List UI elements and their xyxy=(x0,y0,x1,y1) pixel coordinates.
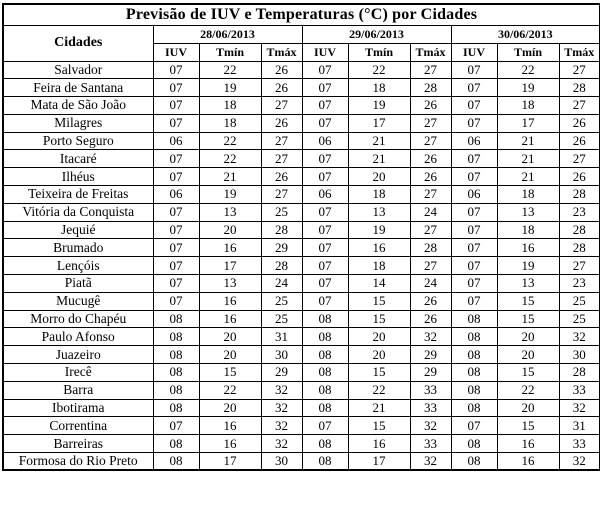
value-cell: 31 xyxy=(559,417,600,435)
value-cell: 07 xyxy=(451,275,497,293)
value-cell: 26 xyxy=(261,168,302,186)
value-cell: 08 xyxy=(153,328,199,346)
value-cell: 26 xyxy=(410,168,451,186)
value-cell: 08 xyxy=(302,381,348,399)
table-row xyxy=(3,275,600,293)
value-cell: 21 xyxy=(348,150,410,168)
value-cell: 33 xyxy=(559,435,600,453)
date-header-1: 28/06/2013 xyxy=(153,25,302,43)
iuv-header-3: IUV xyxy=(451,43,497,61)
value-cell: 08 xyxy=(153,453,199,471)
value-cell: 18 xyxy=(348,186,410,204)
value-cell: 07 xyxy=(302,257,348,275)
date-header-row xyxy=(3,25,600,43)
value-cell: 24 xyxy=(410,275,451,293)
value-cell: 20 xyxy=(497,346,559,364)
value-cell: 07 xyxy=(302,79,348,97)
value-cell: 15 xyxy=(348,310,410,328)
value-cell: 08 xyxy=(302,346,348,364)
value-cell: 08 xyxy=(451,346,497,364)
value-cell: 07 xyxy=(153,239,199,257)
value-cell: 21 xyxy=(497,132,559,150)
iuv-header-1: IUV xyxy=(153,43,199,61)
value-cell: 20 xyxy=(199,346,261,364)
value-cell: 20 xyxy=(199,221,261,239)
value-cell: 07 xyxy=(153,79,199,97)
date-header-3: 30/06/2013 xyxy=(451,25,600,43)
value-cell: 13 xyxy=(348,203,410,221)
value-cell: 07 xyxy=(302,292,348,310)
value-cell: 18 xyxy=(497,186,559,204)
value-cell: 29 xyxy=(410,346,451,364)
value-cell: 24 xyxy=(410,203,451,221)
table-body xyxy=(3,61,600,470)
value-cell: 07 xyxy=(451,61,497,79)
tmax-header-1: Tmáx xyxy=(261,43,302,61)
value-cell: 27 xyxy=(559,150,600,168)
value-cell: 08 xyxy=(302,328,348,346)
value-cell: 32 xyxy=(261,417,302,435)
value-cell: 07 xyxy=(451,97,497,115)
value-cell: 30 xyxy=(559,346,600,364)
value-cell: 08 xyxy=(302,453,348,471)
value-cell: 33 xyxy=(410,435,451,453)
value-cell: 31 xyxy=(261,328,302,346)
title-row xyxy=(3,4,600,25)
value-cell: 07 xyxy=(451,221,497,239)
value-cell: 16 xyxy=(199,292,261,310)
value-cell: 20 xyxy=(497,328,559,346)
value-cell: 19 xyxy=(497,257,559,275)
table-row xyxy=(3,203,600,221)
city-cell: Salvador xyxy=(3,61,153,79)
value-cell: 27 xyxy=(410,221,451,239)
value-cell: 22 xyxy=(497,61,559,79)
value-cell: 08 xyxy=(153,310,199,328)
value-cell: 07 xyxy=(153,61,199,79)
value-cell: 20 xyxy=(348,168,410,186)
value-cell: 17 xyxy=(348,453,410,471)
value-cell: 27 xyxy=(261,132,302,150)
value-cell: 07 xyxy=(153,150,199,168)
value-cell: 28 xyxy=(261,221,302,239)
value-cell: 19 xyxy=(199,79,261,97)
value-cell: 33 xyxy=(410,381,451,399)
tmin-header-3: Tmín xyxy=(497,43,559,61)
value-cell: 28 xyxy=(559,364,600,382)
city-cell: Juazeiro xyxy=(3,346,153,364)
table-row xyxy=(3,257,600,275)
value-cell: 26 xyxy=(261,79,302,97)
value-cell: 18 xyxy=(497,97,559,115)
value-cell: 32 xyxy=(261,399,302,417)
value-cell: 19 xyxy=(199,186,261,204)
value-cell: 27 xyxy=(410,132,451,150)
table-row xyxy=(3,114,600,132)
value-cell: 22 xyxy=(497,381,559,399)
table-row xyxy=(3,132,600,150)
date-header-2: 29/06/2013 xyxy=(302,25,451,43)
city-cell: Lençóis xyxy=(3,257,153,275)
value-cell: 23 xyxy=(559,203,600,221)
table-row xyxy=(3,79,600,97)
value-cell: 32 xyxy=(261,435,302,453)
value-cell: 08 xyxy=(153,435,199,453)
value-cell: 07 xyxy=(302,114,348,132)
value-cell: 28 xyxy=(410,239,451,257)
value-cell: 20 xyxy=(199,328,261,346)
value-cell: 26 xyxy=(410,97,451,115)
value-cell: 25 xyxy=(559,310,600,328)
value-cell: 21 xyxy=(497,168,559,186)
value-cell: 22 xyxy=(199,132,261,150)
value-cell: 20 xyxy=(348,346,410,364)
value-cell: 06 xyxy=(153,132,199,150)
value-cell: 21 xyxy=(199,168,261,186)
value-cell: 07 xyxy=(302,221,348,239)
value-cell: 32 xyxy=(410,328,451,346)
city-cell: Ibotirama xyxy=(3,399,153,417)
value-cell: 15 xyxy=(348,364,410,382)
value-cell: 08 xyxy=(451,453,497,471)
value-cell: 18 xyxy=(348,257,410,275)
value-cell: 06 xyxy=(302,132,348,150)
city-cell: Ilhéus xyxy=(3,168,153,186)
table-row xyxy=(3,150,600,168)
value-cell: 17 xyxy=(497,114,559,132)
value-cell: 13 xyxy=(497,275,559,293)
value-cell: 26 xyxy=(559,168,600,186)
iuv-header-2: IUV xyxy=(302,43,348,61)
value-cell: 32 xyxy=(559,328,600,346)
value-cell: 17 xyxy=(348,114,410,132)
city-cell: Morro do Chapéu xyxy=(3,310,153,328)
value-cell: 07 xyxy=(153,275,199,293)
value-cell: 17 xyxy=(199,453,261,471)
value-cell: 22 xyxy=(348,61,410,79)
value-cell: 19 xyxy=(497,79,559,97)
value-cell: 07 xyxy=(153,292,199,310)
value-cell: 16 xyxy=(199,435,261,453)
value-cell: 07 xyxy=(451,239,497,257)
value-cell: 20 xyxy=(199,399,261,417)
value-cell: 26 xyxy=(559,114,600,132)
value-cell: 07 xyxy=(302,150,348,168)
value-cell: 32 xyxy=(261,381,302,399)
value-cell: 30 xyxy=(261,453,302,471)
tmax-header-2: Tmáx xyxy=(410,43,451,61)
value-cell: 26 xyxy=(559,132,600,150)
value-cell: 24 xyxy=(261,275,302,293)
value-cell: 22 xyxy=(199,150,261,168)
value-cell: 27 xyxy=(410,257,451,275)
value-cell: 07 xyxy=(302,239,348,257)
value-cell: 15 xyxy=(199,364,261,382)
value-cell: 07 xyxy=(153,168,199,186)
value-cell: 08 xyxy=(451,435,497,453)
table-row xyxy=(3,417,600,435)
value-cell: 30 xyxy=(261,346,302,364)
value-cell: 08 xyxy=(153,346,199,364)
value-cell: 28 xyxy=(559,221,600,239)
value-cell: 32 xyxy=(559,399,600,417)
value-cell: 13 xyxy=(497,203,559,221)
value-cell: 32 xyxy=(410,417,451,435)
value-cell: 28 xyxy=(559,79,600,97)
table-row xyxy=(3,381,600,399)
value-cell: 27 xyxy=(410,186,451,204)
table-row xyxy=(3,435,600,453)
value-cell: 15 xyxy=(497,417,559,435)
value-cell: 08 xyxy=(153,381,199,399)
value-cell: 28 xyxy=(261,257,302,275)
value-cell: 07 xyxy=(451,203,497,221)
value-cell: 07 xyxy=(451,257,497,275)
value-cell: 08 xyxy=(302,399,348,417)
value-cell: 07 xyxy=(302,417,348,435)
value-cell: 07 xyxy=(451,292,497,310)
city-cell: Brumado xyxy=(3,239,153,257)
city-cell: Correntina xyxy=(3,417,153,435)
tmin-header-1: Tmín xyxy=(199,43,261,61)
value-cell: 07 xyxy=(451,79,497,97)
value-cell: 08 xyxy=(451,381,497,399)
value-cell: 29 xyxy=(261,239,302,257)
value-cell: 27 xyxy=(410,61,451,79)
tmax-header-3: Tmáx xyxy=(559,43,600,61)
value-cell: 17 xyxy=(199,257,261,275)
value-cell: 07 xyxy=(451,168,497,186)
value-cell: 21 xyxy=(348,132,410,150)
table-row xyxy=(3,453,600,471)
city-cell: Teixeira de Freitas xyxy=(3,186,153,204)
value-cell: 27 xyxy=(261,150,302,168)
value-cell: 06 xyxy=(153,186,199,204)
value-cell: 08 xyxy=(302,310,348,328)
city-cell: Milagres xyxy=(3,114,153,132)
value-cell: 07 xyxy=(451,114,497,132)
table-row xyxy=(3,97,600,115)
value-cell: 16 xyxy=(199,310,261,328)
value-cell: 07 xyxy=(451,417,497,435)
value-cell: 07 xyxy=(153,203,199,221)
city-cell: Irecê xyxy=(3,364,153,382)
value-cell: 16 xyxy=(497,239,559,257)
value-cell: 23 xyxy=(559,275,600,293)
value-cell: 08 xyxy=(451,364,497,382)
value-cell: 16 xyxy=(199,417,261,435)
value-cell: 07 xyxy=(153,417,199,435)
table-row xyxy=(3,399,600,417)
value-cell: 27 xyxy=(261,186,302,204)
value-cell: 27 xyxy=(261,97,302,115)
value-cell: 28 xyxy=(410,79,451,97)
value-cell: 18 xyxy=(348,79,410,97)
value-cell: 29 xyxy=(410,364,451,382)
value-cell: 33 xyxy=(410,399,451,417)
value-cell: 06 xyxy=(451,132,497,150)
value-cell: 08 xyxy=(451,328,497,346)
table-row xyxy=(3,328,600,346)
value-cell: 14 xyxy=(348,275,410,293)
value-cell: 07 xyxy=(153,97,199,115)
value-cell: 16 xyxy=(497,435,559,453)
value-cell: 16 xyxy=(348,239,410,257)
value-cell: 15 xyxy=(497,364,559,382)
value-cell: 16 xyxy=(497,453,559,471)
value-cell: 33 xyxy=(559,381,600,399)
value-cell: 26 xyxy=(410,292,451,310)
value-cell: 20 xyxy=(497,399,559,417)
value-cell: 32 xyxy=(410,453,451,471)
city-cell: Piatã xyxy=(3,275,153,293)
value-cell: 32 xyxy=(559,453,600,471)
value-cell: 28 xyxy=(559,239,600,257)
city-cell: Mata de São João xyxy=(3,97,153,115)
value-cell: 26 xyxy=(410,150,451,168)
value-cell: 15 xyxy=(348,292,410,310)
value-cell: 07 xyxy=(153,257,199,275)
value-cell: 19 xyxy=(348,221,410,239)
value-cell: 22 xyxy=(199,381,261,399)
value-cell: 26 xyxy=(261,114,302,132)
uv-temperature-forecast-table xyxy=(2,3,600,471)
value-cell: 08 xyxy=(302,435,348,453)
value-cell: 06 xyxy=(302,186,348,204)
table-row xyxy=(3,364,600,382)
value-cell: 08 xyxy=(302,364,348,382)
value-cell: 25 xyxy=(261,203,302,221)
value-cell: 07 xyxy=(302,61,348,79)
table-row xyxy=(3,61,600,79)
value-cell: 18 xyxy=(199,97,261,115)
value-cell: 29 xyxy=(261,364,302,382)
city-cell: Barreiras xyxy=(3,435,153,453)
value-cell: 27 xyxy=(559,97,600,115)
table-row xyxy=(3,310,600,328)
value-cell: 27 xyxy=(559,61,600,79)
table-row xyxy=(3,346,600,364)
value-cell: 08 xyxy=(153,399,199,417)
city-cell: Itacaré xyxy=(3,150,153,168)
value-cell: 07 xyxy=(302,97,348,115)
value-cell: 26 xyxy=(410,310,451,328)
city-cell: Vitória da Conquista xyxy=(3,203,153,221)
value-cell: 22 xyxy=(348,381,410,399)
value-cell: 16 xyxy=(199,239,261,257)
value-cell: 22 xyxy=(199,61,261,79)
value-cell: 18 xyxy=(199,114,261,132)
value-cell: 07 xyxy=(302,203,348,221)
value-cell: 16 xyxy=(348,435,410,453)
tmin-header-2: Tmín xyxy=(348,43,410,61)
city-cell: Paulo Afonso xyxy=(3,328,153,346)
value-cell: 21 xyxy=(497,150,559,168)
value-cell: 19 xyxy=(348,97,410,115)
value-cell: 27 xyxy=(410,114,451,132)
city-cell: Formosa do Rio Preto xyxy=(3,453,153,471)
table-row xyxy=(3,292,600,310)
city-cell: Porto Seguro xyxy=(3,132,153,150)
value-cell: 25 xyxy=(261,292,302,310)
value-cell: 07 xyxy=(302,168,348,186)
value-cell: 28 xyxy=(559,186,600,204)
value-cell: 21 xyxy=(348,399,410,417)
value-cell: 08 xyxy=(451,310,497,328)
value-cell: 20 xyxy=(348,328,410,346)
value-cell: 26 xyxy=(261,61,302,79)
cities-column-header: Cidades xyxy=(3,25,153,61)
city-cell: Jequié xyxy=(3,221,153,239)
value-cell: 27 xyxy=(559,257,600,275)
value-cell: 08 xyxy=(153,364,199,382)
table-row xyxy=(3,221,600,239)
value-cell: 25 xyxy=(559,292,600,310)
value-cell: 15 xyxy=(348,417,410,435)
value-cell: 18 xyxy=(497,221,559,239)
value-cell: 15 xyxy=(497,310,559,328)
table-row xyxy=(3,239,600,257)
value-cell: 07 xyxy=(153,114,199,132)
value-cell: 07 xyxy=(451,150,497,168)
value-cell: 07 xyxy=(153,221,199,239)
value-cell: 15 xyxy=(497,292,559,310)
table-row xyxy=(3,168,600,186)
value-cell: 08 xyxy=(451,399,497,417)
value-cell: 06 xyxy=(451,186,497,204)
city-cell: Mucugê xyxy=(3,292,153,310)
table-row xyxy=(3,186,600,204)
city-cell: Barra xyxy=(3,381,153,399)
table-title: Previsão de IUV e Temperaturas (°C) por Cidades xyxy=(3,4,600,25)
value-cell: 07 xyxy=(302,275,348,293)
value-cell: 13 xyxy=(199,275,261,293)
city-cell: Feira de Santana xyxy=(3,79,153,97)
value-cell: 13 xyxy=(199,203,261,221)
value-cell: 25 xyxy=(261,310,302,328)
